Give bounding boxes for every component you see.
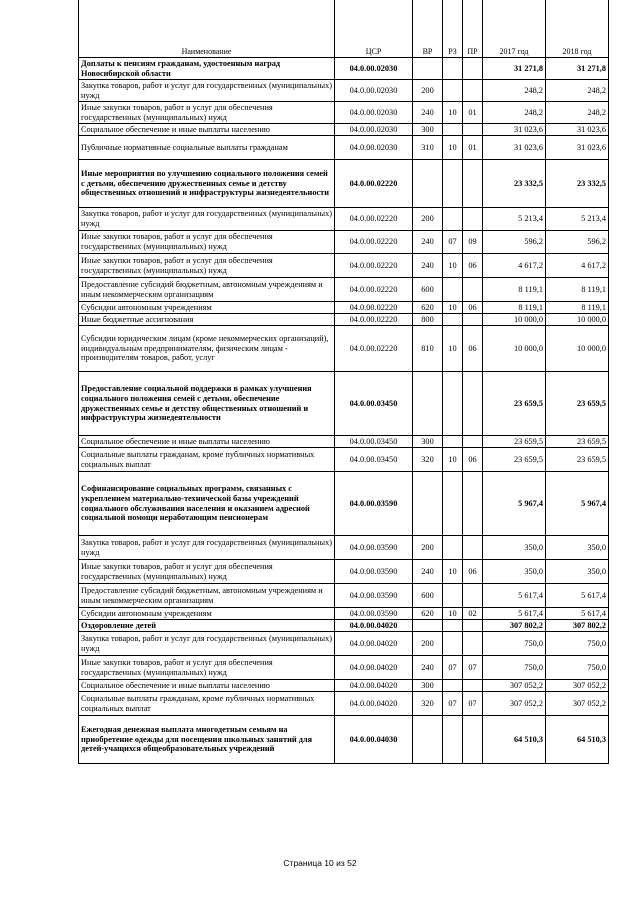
row-name: Софинансирование социальных программ, связанных с укреплением материально-технической базы учреждений социального обслуживания населения и оказанием адресной социальной помощи неработающим пенсионерам — [79, 472, 335, 536]
row-name: Доплаты к пенсиям гражданам, удостоенным наград Новосибирской области — [79, 58, 335, 80]
row-pr — [463, 536, 483, 560]
row-vr: 320 — [413, 448, 443, 472]
row-value-2017: 248,2 — [483, 80, 546, 102]
row-value-2018: 31 023,6 — [546, 136, 609, 160]
row-code: 04.0.00.03590 — [335, 584, 413, 608]
row-value-2017: 5 967,4 — [483, 472, 546, 536]
row-code: 04.0.00.02030 — [335, 102, 413, 124]
row-pr: 01 — [463, 102, 483, 124]
row-code: 04.0.00.02030 — [335, 80, 413, 102]
table-row — [79, 160, 609, 208]
row-value-2017: 248,2 — [483, 102, 546, 124]
row-vr: 600 — [413, 584, 443, 608]
table-row — [79, 102, 609, 124]
row-value-2018: 350,0 — [546, 536, 609, 560]
row-name: Социальное обеспечение и иные выплаты населению — [79, 436, 335, 448]
row-pr — [463, 80, 483, 102]
row-value-2018: 307 052,2 — [546, 680, 609, 692]
row-pr: 06 — [463, 448, 483, 472]
row-rz: 07 — [443, 656, 463, 680]
row-rz — [443, 716, 463, 764]
row-rz — [443, 372, 463, 436]
row-value-2018: 23 659,5 — [546, 372, 609, 436]
row-pr — [463, 124, 483, 136]
row-value-2017: 8 119,1 — [483, 302, 546, 314]
header-year-2017: 2017 год — [483, 0, 546, 58]
row-code: 04.0.00.03450 — [335, 448, 413, 472]
row-pr: 09 — [463, 231, 483, 254]
header-rz: РЗ — [443, 0, 463, 58]
row-rz — [443, 314, 463, 326]
row-rz — [443, 208, 463, 231]
row-name: Публичные нормативные социальные выплаты гражданам — [79, 136, 335, 160]
row-rz — [443, 58, 463, 80]
table-row — [79, 692, 609, 716]
row-value-2017: 350,0 — [483, 536, 546, 560]
row-name: Иные мероприятия по улучшению социального положения семей с детьми, обеспечению дружественных семье и детству общественных отношений и инфраструктуры жизнедеятельности — [79, 160, 335, 208]
row-code: 04.0.00.03590 — [335, 472, 413, 536]
row-name: Иные закупки товаров, работ и услуг для обеспечения государственных (муниципальных) нужд — [79, 254, 335, 278]
row-value-2018: 31 023,6 — [546, 124, 609, 136]
row-name: Ежегодная денежная выплата многодетным семьям на приобретение одежды для посещения школьных занятий для детей-учащихся общеобразовательных учреждений — [79, 716, 335, 764]
row-name: Закупка товаров, работ и услуг для государственных (муниципальных) нужд — [79, 208, 335, 231]
row-value-2017: 596,2 — [483, 231, 546, 254]
row-name: Социальные выплаты гражданам, кроме публичных нормативных социальных выплат — [79, 692, 335, 716]
header-code: ЦСР — [335, 0, 413, 58]
row-name: Закупка товаров, работ и услуг для государственных (муниципальных) нужд — [79, 632, 335, 656]
row-rz: 10 — [443, 608, 463, 620]
row-value-2018: 31 271,8 — [546, 58, 609, 80]
row-vr: 200 — [413, 632, 443, 656]
row-value-2017: 5 617,4 — [483, 584, 546, 608]
table-row — [79, 124, 609, 136]
row-value-2018: 4 617,2 — [546, 254, 609, 278]
row-pr: 02 — [463, 608, 483, 620]
row-rz — [443, 536, 463, 560]
row-value-2017: 23 659,5 — [483, 448, 546, 472]
row-vr: 600 — [413, 278, 443, 302]
row-name: Закупка товаров, работ и услуг для государственных (муниципальных) нужд — [79, 80, 335, 102]
row-name: Субсидии юридическим лицам (кроме некоммерческих организаций), индивидуальным предпринимателям, физическим лицам - производителям товаров, работ, услуг — [79, 326, 335, 372]
row-vr — [413, 58, 443, 80]
row-pr: 06 — [463, 560, 483, 584]
row-value-2018: 10 000,0 — [546, 326, 609, 372]
table-row — [79, 302, 609, 314]
row-vr: 200 — [413, 80, 443, 102]
table-row — [79, 254, 609, 278]
row-code: 04.0.00.03590 — [335, 560, 413, 584]
row-name: Иные закупки товаров, работ и услуг для обеспечения государственных (муниципальных) нужд — [79, 102, 335, 124]
header-vr: ВР — [413, 0, 443, 58]
row-value-2018: 5 967,4 — [546, 472, 609, 536]
row-value-2018: 64 510,3 — [546, 716, 609, 764]
row-code: 04.0.00.02220 — [335, 302, 413, 314]
row-value-2017: 31 271,8 — [483, 58, 546, 80]
row-code: 04.0.00.02030 — [335, 124, 413, 136]
row-rz: 10 — [443, 302, 463, 314]
row-code: 04.0.00.02220 — [335, 314, 413, 326]
row-rz — [443, 160, 463, 208]
row-pr: 06 — [463, 326, 483, 372]
row-vr — [413, 160, 443, 208]
row-vr: 320 — [413, 692, 443, 716]
row-value-2018: 8 119,1 — [546, 278, 609, 302]
row-value-2017: 31 023,6 — [483, 124, 546, 136]
row-value-2017: 23 659,5 — [483, 436, 546, 448]
row-rz — [443, 632, 463, 656]
row-value-2017: 307 052,2 — [483, 680, 546, 692]
row-name: Предоставление субсидий бюджетным, автономным учреждениям и иным некоммерческим организациям — [79, 584, 335, 608]
row-value-2017: 64 510,3 — [483, 716, 546, 764]
table-row — [79, 448, 609, 472]
row-pr: 01 — [463, 136, 483, 160]
table-row — [79, 436, 609, 448]
row-pr — [463, 208, 483, 231]
row-code: 04.0.00.02030 — [335, 136, 413, 160]
row-name: Субсидии автономным учреждениям — [79, 608, 335, 620]
row-name: Предоставление субсидий бюджетным, автономным учреждениям и иным некоммерческим организациям — [79, 278, 335, 302]
row-vr — [413, 716, 443, 764]
row-rz: 10 — [443, 448, 463, 472]
row-value-2017: 750,0 — [483, 656, 546, 680]
row-vr: 800 — [413, 314, 443, 326]
row-code: 04.0.00.02220 — [335, 208, 413, 231]
header-name: Наименование — [79, 0, 335, 58]
row-pr — [463, 620, 483, 632]
table-row — [79, 656, 609, 680]
row-code: 04.0.00.02220 — [335, 231, 413, 254]
row-pr: 07 — [463, 692, 483, 716]
table-row — [79, 231, 609, 254]
row-vr: 300 — [413, 436, 443, 448]
row-code: 04.0.00.04020 — [335, 656, 413, 680]
row-name: Социальное обеспечение и иные выплаты населению — [79, 124, 335, 136]
row-name: Иные закупки товаров, работ и услуг для обеспечения государственных (муниципальных) нужд — [79, 560, 335, 584]
row-code: 04.0.00.03450 — [335, 436, 413, 448]
row-rz — [443, 680, 463, 692]
row-value-2018: 23 332,5 — [546, 160, 609, 208]
row-pr — [463, 716, 483, 764]
row-value-2017: 10 000,0 — [483, 326, 546, 372]
row-vr — [413, 620, 443, 632]
header-row — [79, 0, 609, 58]
budget-sheet — [78, 0, 608, 764]
row-pr — [463, 314, 483, 326]
table-row — [79, 314, 609, 326]
row-code: 04.0.00.03590 — [335, 608, 413, 620]
row-rz: 10 — [443, 560, 463, 584]
row-value-2018: 307 052,2 — [546, 692, 609, 716]
table-row — [79, 472, 609, 536]
row-pr — [463, 472, 483, 536]
row-value-2018: 5 617,4 — [546, 608, 609, 620]
row-value-2018: 23 659,5 — [546, 448, 609, 472]
row-name: Социальное обеспечение и иные выплаты населению — [79, 680, 335, 692]
table-row — [79, 80, 609, 102]
table-row — [79, 536, 609, 560]
row-vr: 300 — [413, 680, 443, 692]
table-row — [79, 136, 609, 160]
row-value-2017: 31 023,6 — [483, 136, 546, 160]
row-value-2018: 750,0 — [546, 656, 609, 680]
row-vr: 200 — [413, 536, 443, 560]
row-code: 04.0.00.02030 — [335, 58, 413, 80]
row-name: Иные закупки товаров, работ и услуг для обеспечения государственных (муниципальных) нужд — [79, 656, 335, 680]
row-name: Иные закупки товаров, работ и услуг для обеспечения государственных (муниципальных) нужд — [79, 231, 335, 254]
row-value-2018: 5 213,4 — [546, 208, 609, 231]
row-pr: 06 — [463, 254, 483, 278]
row-pr: 06 — [463, 302, 483, 314]
row-vr: 620 — [413, 302, 443, 314]
row-name: Социальные выплаты гражданам, кроме публичных нормативных социальных выплат — [79, 448, 335, 472]
table-row — [79, 608, 609, 620]
table-row — [79, 58, 609, 80]
row-pr — [463, 278, 483, 302]
row-value-2017: 750,0 — [483, 632, 546, 656]
row-pr — [463, 58, 483, 80]
row-code: 04.0.00.04020 — [335, 632, 413, 656]
row-pr — [463, 436, 483, 448]
table-row — [79, 716, 609, 764]
row-rz: 07 — [443, 231, 463, 254]
row-rz: 10 — [443, 254, 463, 278]
row-rz — [443, 472, 463, 536]
row-rz: 10 — [443, 326, 463, 372]
row-value-2017: 307 802,2 — [483, 620, 546, 632]
row-value-2017: 23 332,5 — [483, 160, 546, 208]
row-name: Субсидии автономным учреждениям — [79, 302, 335, 314]
table-row — [79, 372, 609, 436]
row-pr — [463, 680, 483, 692]
row-value-2017: 307 052,2 — [483, 692, 546, 716]
row-code: 04.0.00.02220 — [335, 326, 413, 372]
row-name: Иные бюджетные ассигнования — [79, 314, 335, 326]
row-name: Предоставление социальной поддержки в рамках улучшения социального положения семей с детьми, обеспечение дружественных семье и детству общественных отношений и инфраструктуры жизнедеятельности — [79, 372, 335, 436]
row-vr: 240 — [413, 656, 443, 680]
row-code: 04.0.00.04020 — [335, 620, 413, 632]
row-code: 04.0.00.04030 — [335, 716, 413, 764]
row-rz — [443, 620, 463, 632]
row-value-2018: 8 119,1 — [546, 302, 609, 314]
row-code: 04.0.00.02220 — [335, 254, 413, 278]
row-name: Закупка товаров, работ и услуг для государственных (муниципальных) нужд — [79, 536, 335, 560]
row-vr: 620 — [413, 608, 443, 620]
row-value-2018: 596,2 — [546, 231, 609, 254]
budget-table — [78, 0, 609, 764]
table-row — [79, 326, 609, 372]
row-vr: 200 — [413, 208, 443, 231]
page-footer: Страница 10 из 52 — [283, 858, 357, 868]
row-rz — [443, 80, 463, 102]
row-rz: 07 — [443, 692, 463, 716]
row-code: 04.0.00.04020 — [335, 692, 413, 716]
row-rz — [443, 124, 463, 136]
row-rz — [443, 584, 463, 608]
row-vr: 240 — [413, 231, 443, 254]
row-value-2017: 5 617,4 — [483, 608, 546, 620]
row-rz — [443, 278, 463, 302]
table-row — [79, 680, 609, 692]
row-name: Оздоровление детей — [79, 620, 335, 632]
row-value-2018: 750,0 — [546, 632, 609, 656]
row-vr — [413, 372, 443, 436]
row-rz: 10 — [443, 102, 463, 124]
header-year-2018: 2018 год — [546, 0, 609, 58]
row-vr: 240 — [413, 254, 443, 278]
row-pr — [463, 584, 483, 608]
row-code: 04.0.00.02220 — [335, 160, 413, 208]
row-pr — [463, 632, 483, 656]
table-row — [79, 584, 609, 608]
row-value-2018: 10 000,0 — [546, 314, 609, 326]
row-vr: 310 — [413, 136, 443, 160]
table-row — [79, 632, 609, 656]
row-value-2018: 350,0 — [546, 560, 609, 584]
row-value-2018: 248,2 — [546, 102, 609, 124]
row-value-2018: 307 802,2 — [546, 620, 609, 632]
row-code: 04.0.00.03450 — [335, 372, 413, 436]
table-row — [79, 560, 609, 584]
row-vr: 300 — [413, 124, 443, 136]
row-rz — [443, 436, 463, 448]
row-vr — [413, 472, 443, 536]
row-value-2018: 5 617,4 — [546, 584, 609, 608]
table-row — [79, 620, 609, 632]
table-row — [79, 278, 609, 302]
row-code: 04.0.00.03590 — [335, 536, 413, 560]
row-pr: 07 — [463, 656, 483, 680]
row-pr — [463, 372, 483, 436]
row-value-2018: 23 659,5 — [546, 436, 609, 448]
row-vr: 240 — [413, 102, 443, 124]
header-pr: ПР — [463, 0, 483, 58]
row-value-2017: 23 659,5 — [483, 372, 546, 436]
row-code: 04.0.00.04020 — [335, 680, 413, 692]
row-value-2017: 4 617,2 — [483, 254, 546, 278]
row-value-2017: 5 213,4 — [483, 208, 546, 231]
row-value-2017: 350,0 — [483, 560, 546, 584]
row-vr: 810 — [413, 326, 443, 372]
row-code: 04.0.00.02220 — [335, 278, 413, 302]
row-vr: 240 — [413, 560, 443, 584]
row-value-2017: 8 119,1 — [483, 278, 546, 302]
row-value-2017: 10 000,0 — [483, 314, 546, 326]
row-pr — [463, 160, 483, 208]
table-row — [79, 208, 609, 231]
row-value-2018: 248,2 — [546, 80, 609, 102]
row-rz: 10 — [443, 136, 463, 160]
